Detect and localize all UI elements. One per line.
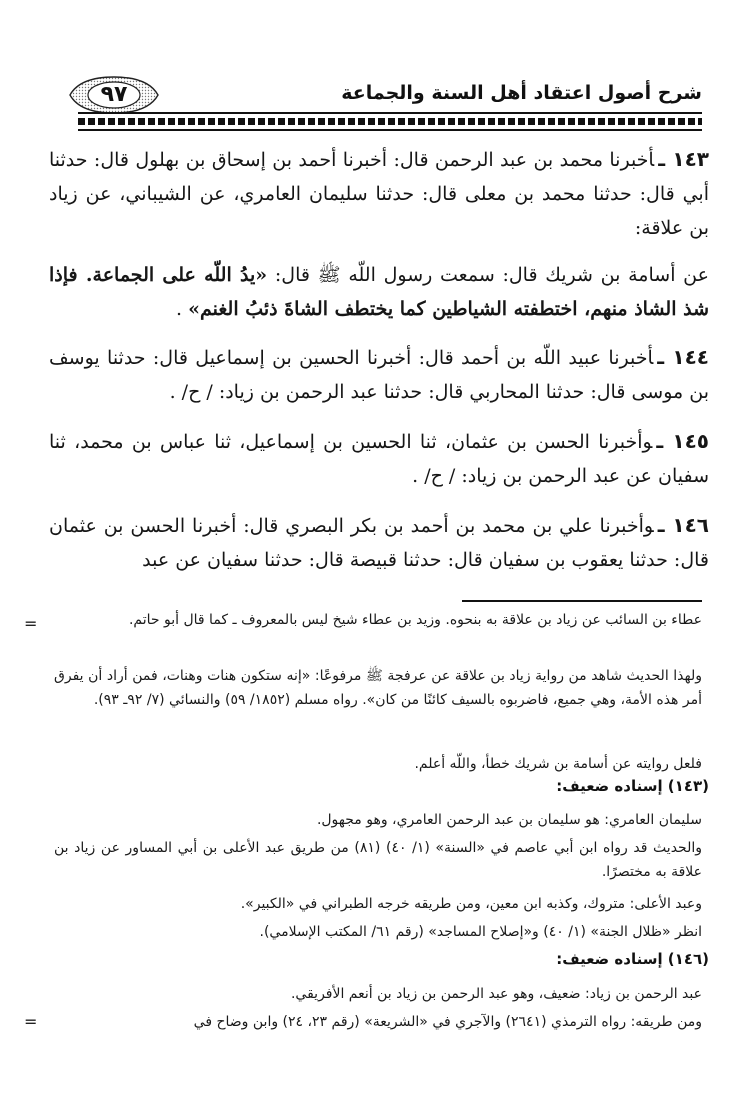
header-rule-top <box>78 112 702 114</box>
page-number: ٩٧ <box>100 82 128 107</box>
footnote-paragraph: عطاء بن السائب عن زياد بن علاقة به بنحوه. وزيد بن عطاء شيخ ليس بالمعروف ـ كما قال أبو حاتم. <box>128 612 702 628</box>
header-dashed-rule <box>78 118 702 125</box>
footnote-paragraph: فلعل روايته عن أسامة بن شريك خطأ، واللّه أعلم. <box>414 756 702 772</box>
footnote-paragraph: انظر «ظلال الجنة» (١/ ٤٠) و«إصلاح المساجد» (رقم ٦١/ المكتب الإسلامي). <box>259 924 702 940</box>
page-number-badge <box>66 74 162 116</box>
hadith-146 <box>49 508 709 577</box>
hadith-text: وأخبرنا علي بن محمد بن أحمد بن بكر البصري قال: أخبرنا الحسن بن عثمان قال: حدثنا يعقوب بن سفيان قال: حدثنا قبيصة قال: حدثنا سفيان عن عبد <box>49 515 709 571</box>
hadith-osama-matn <box>49 258 709 326</box>
hadith-number: ١٤٣ ـ <box>658 147 709 171</box>
hadith-143 <box>49 142 709 245</box>
hadith-number: ١٤٤ ـ <box>657 345 709 369</box>
narration-intro: عن أسامة بن شريك قال: سمعت رسول اللّه ﷺ قال: <box>267 264 709 286</box>
hadith-number: ١٤٦ ـ <box>657 513 709 537</box>
footnote-end-mark: = <box>24 1012 38 1031</box>
footnote-heading-146: (١٤٦) إسناده ضعيف: <box>556 950 709 968</box>
hadith-145 <box>49 424 709 493</box>
running-header-title: شرح أصول اعتقاد أهل السنة والجماعة <box>341 82 702 104</box>
hadith-quote: «يدُ اللّه على الجماعة. فإذا شذ الشاذ منهم، اختطفته الشياطين كما يختطف الشاةَ ذئبُ الغنم» <box>49 264 709 320</box>
footnote-paragraph: وعبد الأعلى: متروك، وكذبه ابن معين، ومن طريقه خرجه الطبراني في «الكبير». <box>240 896 702 912</box>
header-rule-bottom <box>78 129 702 131</box>
footnote-paragraph: ولهذا الحديث شاهد من رواية زياد بن علاقة عن عرفجة ﷺ مرفوعًا: «إنه ستكون هنات وهنات، فمن أراد أن يفرق أمر هذه الأمة، وهي جميع، فاضربوه بالسيف كائنًا من كان». رواه مسلم (١٨٥٢/ ٥٩) والنسائي (٧/ ٩٢ـ ٩٣). <box>54 668 702 708</box>
hadith-number: ١٤٥ ـ <box>656 429 709 453</box>
narration-end: . <box>176 298 189 320</box>
footnote-continuation-mark: = <box>24 614 38 633</box>
footnote-separator <box>462 600 702 602</box>
footnote-paragraph: عبد الرحمن بن زياد: ضعيف، وهو عبد الرحمن بن زياد بن أنعم الأفريقي. <box>290 986 702 1002</box>
footnote-heading-143: (١٤٣) إسناده ضعيف: <box>556 777 709 795</box>
footnote-paragraph: ومن طريقه: رواه الترمذي (٢٦٤١) والآجري في «الشريعة» (رقم ٢٣، ٢٤) وابن وضاح في <box>193 1014 702 1030</box>
hadith-text: أخبرنا محمد بن عبد الرحمن قال: أخبرنا أحمد بن إسحاق بن بهلول قال: حدثنا أبي قال: حدثنا محمد بن معلى قال: حدثنا سليمان العامري، عن الشيباني، عن زياد بن علاقة: <box>49 149 709 239</box>
footnote-paragraph: سليمان العامري: هو سليمان بن عبد الرحمن العامري، وهو مجهول. <box>316 812 702 828</box>
hadith-text: أخبرنا عبيد اللّه بن أحمد قال: أخبرنا الحسين بن إسماعيل قال: حدثنا يوسف بن موسى قال: حدثنا المحاربي قال: حدثنا عبد الرحمن بن زياد: / ح/ . <box>49 347 709 403</box>
footnote-paragraph: والحديث قد رواه ابن أبي عاصم في «السنة» (١/ ٤٠) (٨١) من طريق عبد الأعلى بن أبي المساور عن زياد بن علاقة به مختصرًا. <box>54 840 703 880</box>
hadith-144 <box>49 340 709 409</box>
hadith-text: وأخبرنا الحسن بن عثمان، ثنا الحسين بن إسماعيل، ثنا عباس بن محمد، ثنا سفيان عن عبد الرحمن بن زياد: / ح/ . <box>49 431 709 487</box>
